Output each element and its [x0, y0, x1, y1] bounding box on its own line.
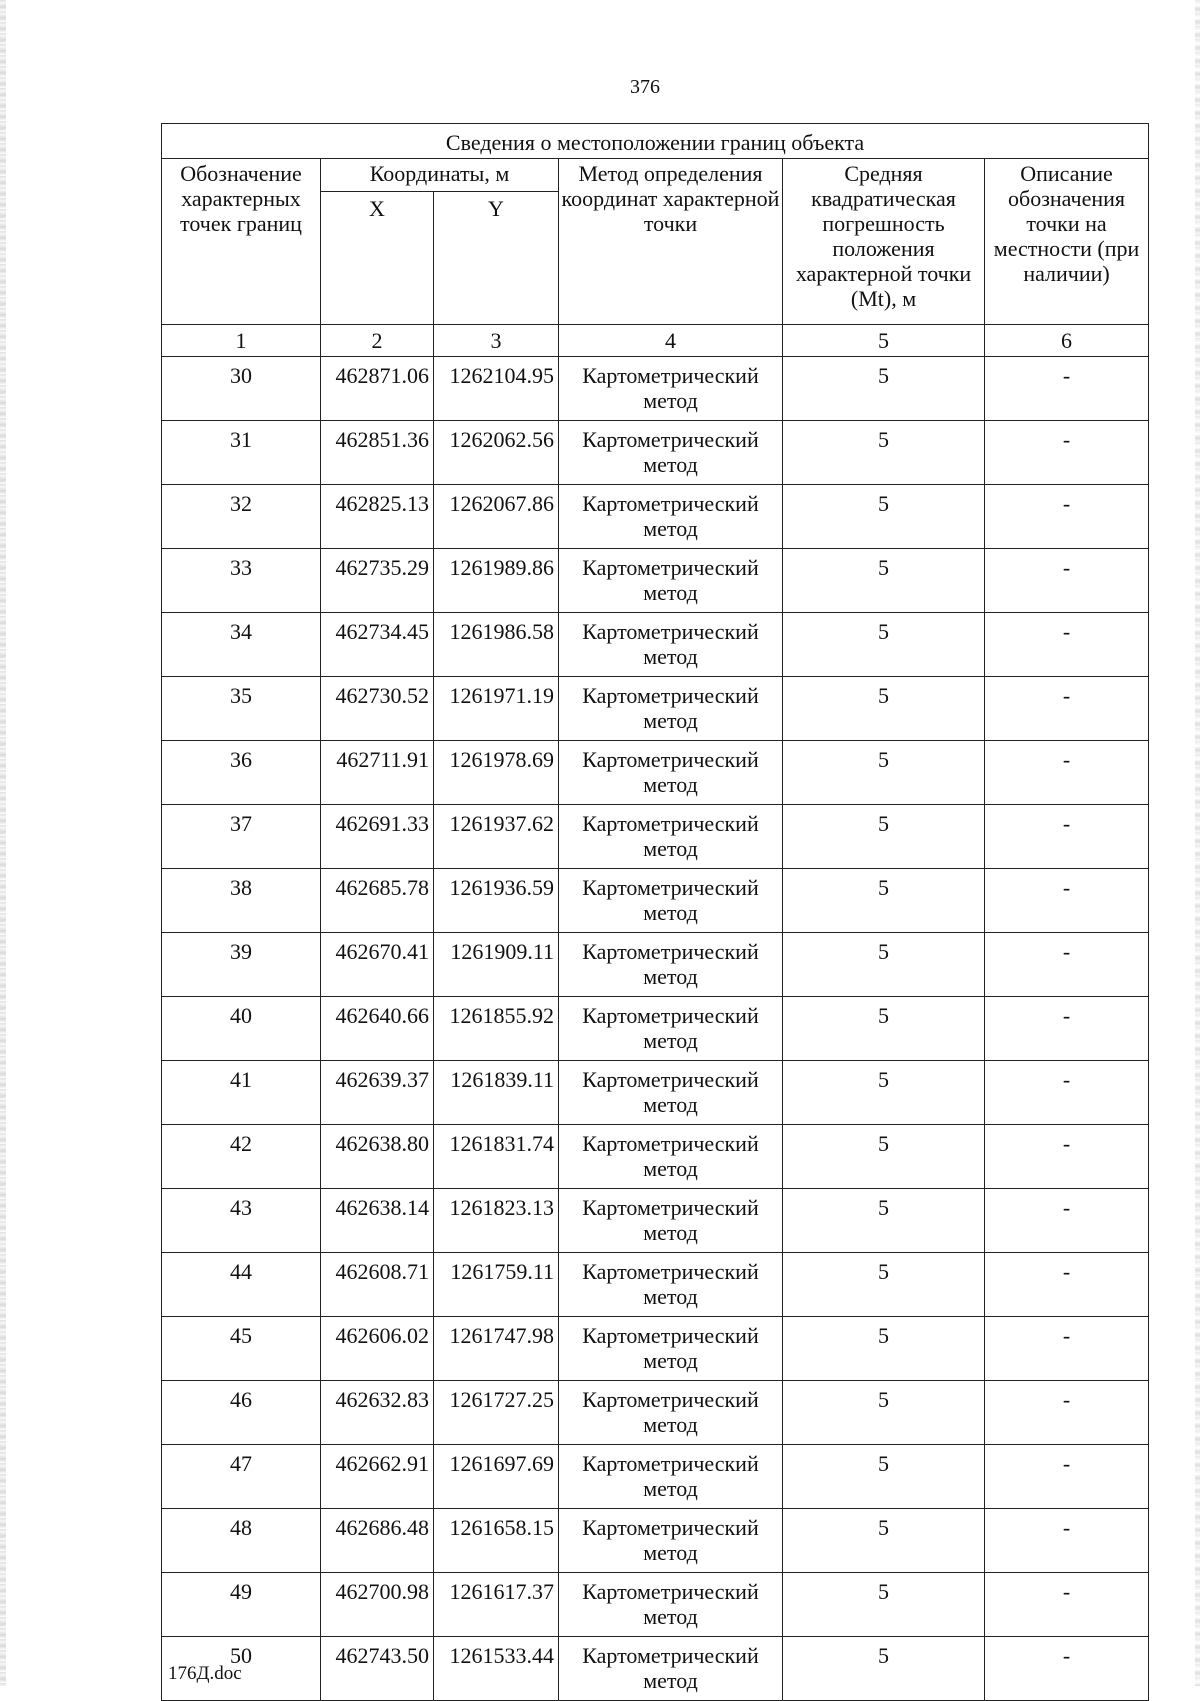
point-cell: 39 [162, 933, 321, 997]
mean-error-cell: 5 [783, 357, 985, 421]
header-x: X [321, 192, 434, 325]
description-cell: - [985, 997, 1149, 1061]
mean-error-cell: 5 [783, 1573, 985, 1637]
description-cell: - [985, 869, 1149, 933]
x-coordinate-cell: 462686.48 [321, 1509, 434, 1573]
column-number: 6 [985, 325, 1149, 357]
x-coordinate-cell: 462632.83 [321, 1381, 434, 1445]
point-cell: 49 [162, 1573, 321, 1637]
mean-error-cell: 5 [783, 1253, 985, 1317]
scan-edge-right [1195, 0, 1200, 1686]
column-number-row [162, 325, 1149, 357]
table-row [162, 357, 1149, 421]
method-cell: Картометрический метод [559, 805, 783, 869]
method-cell: Картометрический метод [559, 869, 783, 933]
description-cell: - [985, 1445, 1149, 1509]
x-coordinate-cell: 462730.52 [321, 677, 434, 741]
description-cell: - [985, 613, 1149, 677]
mean-error-cell: 5 [783, 613, 985, 677]
x-coordinate-cell: 462700.98 [321, 1573, 434, 1637]
y-coordinate-cell: 1261533.44 [434, 1637, 559, 1701]
y-coordinate-cell: 1261978.69 [434, 741, 559, 805]
y-coordinate-cell: 1261759.11 [434, 1253, 559, 1317]
column-number: 5 [783, 325, 985, 357]
table-row [162, 549, 1149, 613]
mean-error-cell: 5 [783, 1189, 985, 1253]
description-cell: - [985, 1573, 1149, 1637]
method-cell: Картометрический метод [559, 677, 783, 741]
table-row [162, 741, 1149, 805]
point-cell: 34 [162, 613, 321, 677]
y-coordinate-cell: 1261658.15 [434, 1509, 559, 1573]
table-row [162, 1189, 1149, 1253]
header-point-designation: Обозначение характерных точек границ [162, 159, 321, 325]
mean-error-cell: 5 [783, 421, 985, 485]
mean-error-cell: 5 [783, 1445, 985, 1509]
description-cell: - [985, 421, 1149, 485]
mean-error-cell: 5 [783, 933, 985, 997]
table-row [162, 1317, 1149, 1381]
x-coordinate-cell: 462670.41 [321, 933, 434, 997]
point-cell: 33 [162, 549, 321, 613]
description-cell: - [985, 485, 1149, 549]
table-row [162, 421, 1149, 485]
mean-error-cell: 5 [783, 485, 985, 549]
table-caption: Сведения о местоположении границ объекта [162, 124, 1149, 159]
mean-error-cell: 5 [783, 1509, 985, 1573]
table-row [162, 677, 1149, 741]
method-cell: Картометрический метод [559, 1573, 783, 1637]
column-number: 3 [434, 325, 559, 357]
method-cell: Картометрический метод [559, 1637, 783, 1701]
x-coordinate-cell: 462851.36 [321, 421, 434, 485]
point-cell: 48 [162, 1509, 321, 1573]
x-coordinate-cell: 462639.37 [321, 1061, 434, 1125]
y-coordinate-cell: 1261855.92 [434, 997, 559, 1061]
y-coordinate-cell: 1261937.62 [434, 805, 559, 869]
method-cell: Картометрический метод [559, 997, 783, 1061]
table-row [162, 997, 1149, 1061]
x-coordinate-cell: 462743.50 [321, 1637, 434, 1701]
point-cell: 31 [162, 421, 321, 485]
y-coordinate-cell: 1261839.11 [434, 1061, 559, 1125]
x-coordinate-cell: 462638.14 [321, 1189, 434, 1253]
method-cell: Картометрический метод [559, 741, 783, 805]
method-cell: Картометрический метод [559, 1061, 783, 1125]
description-cell: - [985, 805, 1149, 869]
point-cell: 43 [162, 1189, 321, 1253]
method-cell: Картометрический метод [559, 1381, 783, 1445]
mean-error-cell: 5 [783, 997, 985, 1061]
point-cell: 45 [162, 1317, 321, 1381]
footer-filename: 176Д.doc [168, 1663, 242, 1684]
mean-error-cell: 5 [783, 1317, 985, 1381]
column-number: 1 [162, 325, 321, 357]
x-coordinate-cell: 462685.78 [321, 869, 434, 933]
point-cell: 35 [162, 677, 321, 741]
description-cell: - [985, 1125, 1149, 1189]
boundary-coordinates-table [161, 123, 1149, 1701]
header-method: Метод определения координат характерной точки [559, 159, 783, 325]
description-cell: - [985, 1253, 1149, 1317]
x-coordinate-cell: 462711.91 [321, 741, 434, 805]
y-coordinate-cell: 1261697.69 [434, 1445, 559, 1509]
header-coordinates: Координаты, м [321, 159, 559, 192]
mean-error-cell: 5 [783, 741, 985, 805]
y-coordinate-cell: 1261936.59 [434, 869, 559, 933]
mean-error-cell: 5 [783, 1125, 985, 1189]
description-cell: - [985, 1637, 1149, 1701]
column-number: 2 [321, 325, 434, 357]
point-cell: 38 [162, 869, 321, 933]
method-cell: Картометрический метод [559, 1317, 783, 1381]
method-cell: Картометрический метод [559, 1125, 783, 1189]
point-cell: 42 [162, 1125, 321, 1189]
mean-error-cell: 5 [783, 869, 985, 933]
description-cell: - [985, 1381, 1149, 1445]
x-coordinate-cell: 462662.91 [321, 1445, 434, 1509]
y-coordinate-cell: 1261617.37 [434, 1573, 559, 1637]
y-coordinate-cell: 1261971.19 [434, 677, 559, 741]
x-coordinate-cell: 462825.13 [321, 485, 434, 549]
description-cell: - [985, 1189, 1149, 1253]
description-cell: - [985, 1317, 1149, 1381]
description-cell: - [985, 677, 1149, 741]
method-cell: Картометрический метод [559, 549, 783, 613]
y-coordinate-cell: 1262062.56 [434, 421, 559, 485]
mean-error-cell: 5 [783, 805, 985, 869]
point-cell: 30 [162, 357, 321, 421]
description-cell: - [985, 933, 1149, 997]
point-cell: 46 [162, 1381, 321, 1445]
point-cell: 50 [162, 1637, 321, 1701]
mean-error-cell: 5 [783, 549, 985, 613]
y-coordinate-cell: 1261986.58 [434, 613, 559, 677]
y-coordinate-cell: 1261831.74 [434, 1125, 559, 1189]
y-coordinate-cell: 1261989.86 [434, 549, 559, 613]
description-cell: - [985, 357, 1149, 421]
table-row [162, 1061, 1149, 1125]
point-cell: 44 [162, 1253, 321, 1317]
y-coordinate-cell: 1262067.86 [434, 485, 559, 549]
x-coordinate-cell: 462638.80 [321, 1125, 434, 1189]
table-row [162, 933, 1149, 997]
y-coordinate-cell: 1261747.98 [434, 1317, 559, 1381]
x-coordinate-cell: 462691.33 [321, 805, 434, 869]
point-cell: 47 [162, 1445, 321, 1509]
method-cell: Картометрический метод [559, 1189, 783, 1253]
method-cell: Картометрический метод [559, 933, 783, 997]
y-coordinate-cell: 1261823.13 [434, 1189, 559, 1253]
table-row [162, 1125, 1149, 1189]
table-row [162, 1637, 1149, 1701]
method-cell: Картометрический метод [559, 1509, 783, 1573]
x-coordinate-cell: 462640.66 [321, 997, 434, 1061]
description-cell: - [985, 549, 1149, 613]
table-row [162, 613, 1149, 677]
table-row [162, 1253, 1149, 1317]
point-cell: 32 [162, 485, 321, 549]
table-row [162, 485, 1149, 549]
method-cell: Картометрический метод [559, 485, 783, 549]
page-number: 376 [630, 76, 660, 98]
table-row [162, 1445, 1149, 1509]
x-coordinate-cell: 462871.06 [321, 357, 434, 421]
table-row [162, 1381, 1149, 1445]
mean-error-cell: 5 [783, 1637, 985, 1701]
header-description: Описание обозначения точки на местности (при наличии) [985, 159, 1149, 325]
column-number: 4 [559, 325, 783, 357]
x-coordinate-cell: 462606.02 [321, 1317, 434, 1381]
method-cell: Картометрический метод [559, 421, 783, 485]
x-coordinate-cell: 462735.29 [321, 549, 434, 613]
mean-error-cell: 5 [783, 1381, 985, 1445]
description-cell: - [985, 1509, 1149, 1573]
table-row [162, 1509, 1149, 1573]
header-mean-error: Средняя квадратическая погрешность положения характерной точки (Mt), м [783, 159, 985, 325]
x-coordinate-cell: 462734.45 [321, 613, 434, 677]
table-row [162, 1573, 1149, 1637]
method-cell: Картометрический метод [559, 1445, 783, 1509]
header-y: Y [434, 192, 559, 325]
scan-edge-left [0, 0, 6, 1686]
y-coordinate-cell: 1262104.95 [434, 357, 559, 421]
point-cell: 37 [162, 805, 321, 869]
method-cell: Картометрический метод [559, 613, 783, 677]
mean-error-cell: 5 [783, 1061, 985, 1125]
table-header [162, 124, 1149, 357]
y-coordinate-cell: 1261909.11 [434, 933, 559, 997]
mean-error-cell: 5 [783, 677, 985, 741]
point-cell: 41 [162, 1061, 321, 1125]
table-row [162, 805, 1149, 869]
description-cell: - [985, 741, 1149, 805]
method-cell: Картометрический метод [559, 357, 783, 421]
method-cell: Картометрический метод [559, 1253, 783, 1317]
y-coordinate-cell: 1261727.25 [434, 1381, 559, 1445]
point-cell: 40 [162, 997, 321, 1061]
x-coordinate-cell: 462608.71 [321, 1253, 434, 1317]
point-cell: 36 [162, 741, 321, 805]
table-body [162, 357, 1149, 1701]
table-row [162, 869, 1149, 933]
description-cell: - [985, 1061, 1149, 1125]
